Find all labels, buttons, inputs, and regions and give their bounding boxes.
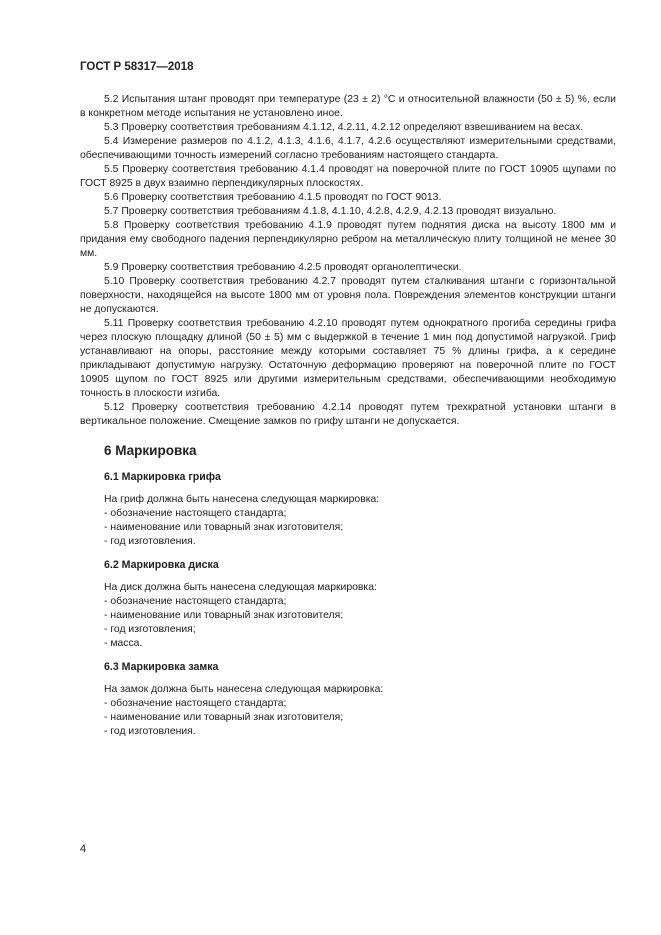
section-6-heading: 6 Маркировка	[104, 443, 197, 458]
paragraph-5-11: 5.11 Проверку соответствия требованию 4.2.10 проводят путем однократного прогиба середины грифа через плоскую площадку длиной (50 ± 5) мм с выдержкой в течение 1 мин под допустимой нагрузкой. Гриф устанавливают на опоры, расстояние между которыми составляет 75 % длины грифа, а к середине прикладывают допустимую нагрузку. Остаточную деформацию проверяют на поверочной плите по ГОСТ 10905 щупом по ГОСТ 8925 или другими измерительным средствами, обеспечивающими необходимую точность в плоскости изгиба.	[80, 318, 616, 399]
subsection-6-3-heading: 6.3 Маркировка замка	[104, 661, 219, 673]
document-code: ГОСТ Р 58317—2018	[80, 61, 194, 73]
subsection-6-1-intro: На гриф должна быть нанесена следующая маркировка:	[104, 494, 380, 505]
page-body	[80, 93, 616, 739]
list-item: - год изготовления.	[104, 726, 196, 737]
paragraph-5-9: 5.9 Проверку соответствия требованию 4.2.5 проводят органолептически.	[104, 262, 462, 273]
paragraph-5-4: 5.4 Измерение размеров по 4.1.2, 4.1.3, 4.1.6, 4.1.7, 4.2.6 осуществляют измерительными средствами, обеспечивающими точность измерений согласно требованиям настоящего стандарта.	[80, 136, 616, 161]
paragraph-5-12: 5.12 Проверку соответствия требованию 4.2.14 проводят путем трехкратной установки штанги в вертикальное положение. Смещение замков по грифу штанги не допускается.	[80, 402, 616, 427]
page-number: 4	[80, 843, 87, 855]
list-item: - год изготовления;	[104, 624, 196, 635]
list-item: - обозначение настоящего стандарта;	[104, 698, 287, 709]
subsection-6-1-heading: 6.1 Маркировка грифа	[104, 471, 221, 483]
list-item: - обозначение настоящего стандарта;	[104, 508, 287, 519]
list-item: - наименование или товарный знак изготовителя;	[104, 610, 344, 621]
list-item: - обозначение настоящего стандарта;	[104, 596, 287, 607]
paragraph-5-10: 5.10 Проверку соответствия требованию 4.2.7 проводят путем сталкивания штанги с горизонтальной поверхности, находящейся на высоте 1800 мм от уровня пола. Повреждения элементов конструкции штанги не допускаются.	[80, 276, 616, 315]
paragraph-5-5: 5.5 Проверку соответствия требованию 4.1.4 проводят на поверочной плите по ГОСТ 10905 щупами по ГОСТ 8925 в двух взаимно перпендикулярных плоскостях.	[80, 164, 616, 189]
paragraph-5-8: 5.8 Проверку соответствия требованию 4.1.9 проводят путем поднятия диска на высоту 1800 мм и придания ему свободного падения перпендикулярно ребром на металлическую плиту толщиной не менее 30 мм.	[80, 220, 616, 259]
paragraph-5-2: 5.2 Испытания штанг проводят при температуре (23 ± 2) °С и относительной влажности (50 ± 5) %, если в конкретном методе испытания не установлено иное.	[80, 94, 616, 119]
list-item: - год изготовления.	[104, 536, 196, 547]
paragraph-5-7: 5.7 Проверку соответствия требованиям 4.1.8, 4.1.10, 4.2.8, 4.2.9, 4.2.13 проводят визуально.	[104, 206, 557, 217]
list-item: - наименование или товарный знак изготовителя;	[104, 712, 344, 723]
subsection-6-2-intro: На диск должна быть нанесена следующая маркировка:	[104, 582, 377, 593]
paragraph-5-3: 5.3 Проверку соответствия требованиям 4.1.12, 4.2.11, 4.2.12 определяют взвешиванием на весах.	[104, 122, 584, 133]
list-item: - масса.	[104, 638, 143, 649]
paragraph-5-6: 5.6 Проверку соответствия требованию 4.1.5 проводят по ГОСТ 9013.	[104, 192, 442, 203]
list-item: - наименование или товарный знак изготовителя;	[104, 522, 344, 533]
subsection-6-2-heading: 6.2 Маркировка диска	[104, 559, 219, 571]
subsection-6-3-intro: На замок должна быть нанесена следующая маркировка:	[104, 684, 384, 695]
